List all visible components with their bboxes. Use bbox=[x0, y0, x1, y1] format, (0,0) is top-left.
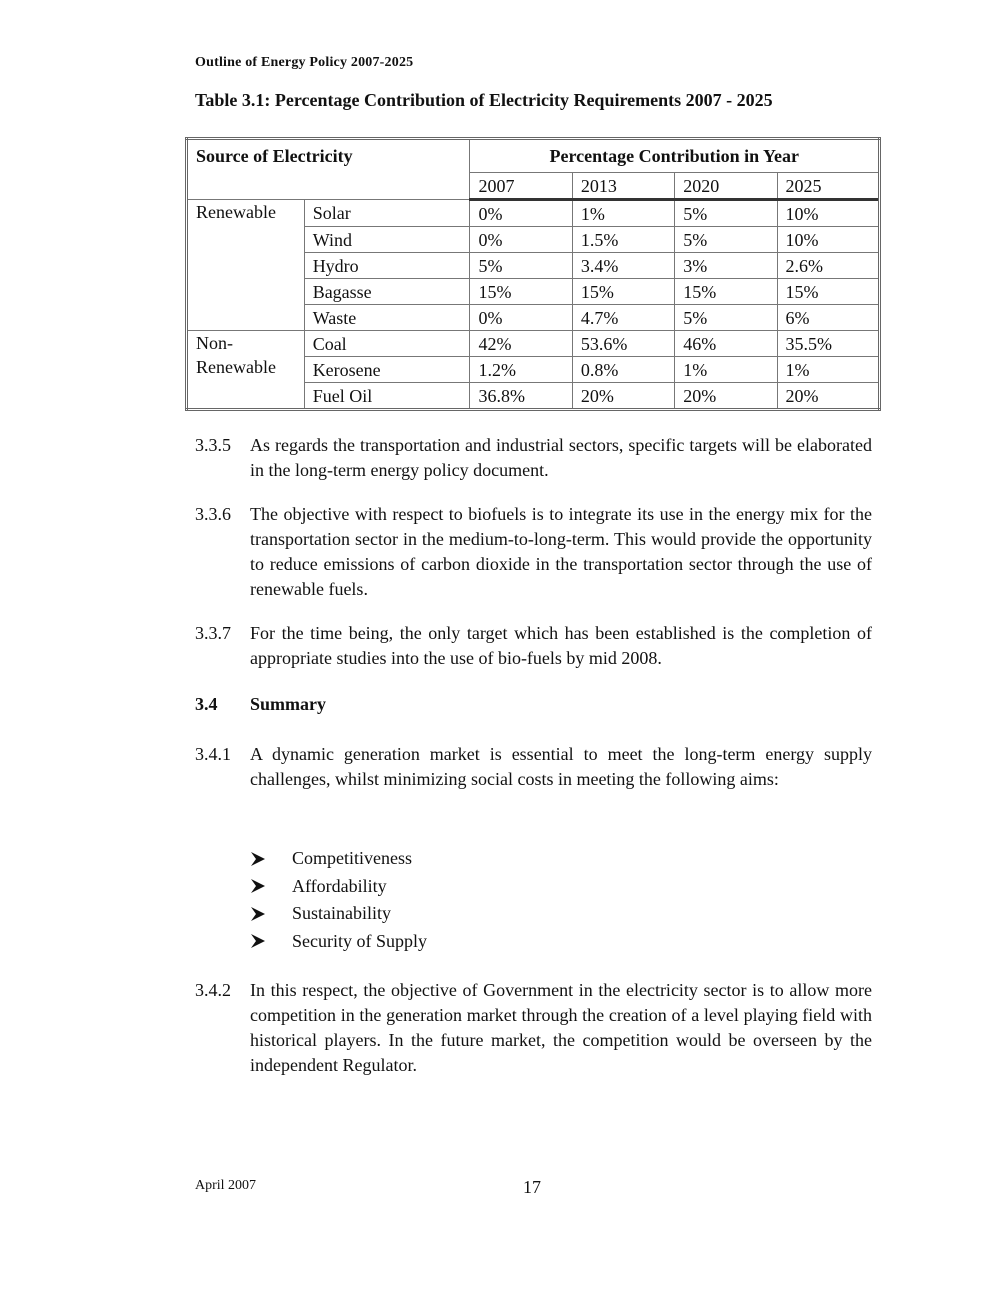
list-item bbox=[250, 900, 427, 928]
aims-list bbox=[250, 845, 427, 955]
value-cell: 53.6% bbox=[572, 331, 674, 357]
value-cell: 1.5% bbox=[572, 227, 674, 253]
paragraph-text: A dynamic generation market is essential to meet the long-term energy supply challenges, whilst minimizing social costs in meeting the following aims: bbox=[250, 744, 872, 789]
value-cell: 3.4% bbox=[572, 253, 674, 279]
paragraph-number: 3.4.2 bbox=[195, 980, 231, 1000]
value-cell: 5% bbox=[675, 200, 777, 227]
header-percentage: Percentage Contribution in Year bbox=[470, 139, 880, 173]
paragraph-3-4-1 bbox=[195, 742, 872, 792]
list-item-label: Affordability bbox=[292, 875, 387, 896]
source-cell: Fuel Oil bbox=[304, 383, 470, 410]
value-cell: 15% bbox=[675, 279, 777, 305]
paragraph-text: In this respect, the objective of Government in the electricity sector is to allow more competition in the generation market through the creation of a level playing field with historical players. In the future market, the competition would be overseen by the independent Regulator. bbox=[250, 980, 872, 1075]
list-item bbox=[250, 928, 427, 956]
page-number: 17 bbox=[523, 1177, 541, 1197]
value-cell: 36.8% bbox=[470, 383, 572, 410]
list-item bbox=[250, 845, 427, 873]
source-cell: Wind bbox=[304, 227, 470, 253]
arrowhead-bullet-icon bbox=[250, 851, 292, 867]
paragraph-3-3-7 bbox=[195, 621, 872, 671]
value-cell: 20% bbox=[675, 383, 777, 410]
value-cell: 0% bbox=[470, 305, 572, 331]
value-cell: 5% bbox=[675, 227, 777, 253]
paragraph-number: 3.3.7 bbox=[195, 623, 231, 643]
section-heading bbox=[195, 694, 326, 715]
arrowhead-bullet-icon bbox=[250, 906, 292, 922]
value-cell: 10% bbox=[777, 227, 879, 253]
list-item-label: Security of Supply bbox=[292, 930, 427, 951]
footer-date: April 2007 bbox=[195, 1178, 257, 1193]
value-cell: 6% bbox=[777, 305, 879, 331]
value-cell: 0% bbox=[470, 227, 572, 253]
value-cell: 20% bbox=[572, 383, 674, 410]
arrowhead-bullet-icon bbox=[250, 878, 292, 894]
paragraph-text: As regards the transportation and industrial sectors, specific targets will be elaborated in the long-term energy policy document. bbox=[250, 435, 872, 480]
electricity-contribution-table bbox=[185, 137, 881, 411]
section-title: Summary bbox=[250, 694, 326, 714]
source-cell: Kerosene bbox=[304, 357, 470, 383]
value-cell: 1% bbox=[675, 357, 777, 383]
source-cell: Bagasse bbox=[304, 279, 470, 305]
paragraph-number: 3.3.5 bbox=[195, 435, 231, 455]
value-cell: 20% bbox=[777, 383, 879, 410]
paragraph-3-4-2 bbox=[195, 978, 872, 1078]
table-caption: Table 3.1: Percentage Contribution of Electricity Requirements 2007 - 2025 bbox=[195, 90, 773, 110]
value-cell: 1% bbox=[777, 357, 879, 383]
value-cell: 1% bbox=[572, 200, 674, 227]
header-source: Source of Electricity bbox=[187, 139, 470, 200]
group-label-line: Non- bbox=[196, 333, 233, 353]
value-cell: 15% bbox=[470, 279, 572, 305]
value-cell: 15% bbox=[777, 279, 879, 305]
table-row bbox=[187, 200, 880, 227]
year-header: 2020 bbox=[675, 173, 777, 200]
paragraph-text: For the time being, the only target which has been established is the completion of appropriate studies into the use of bio-fuels by mid 2008. bbox=[250, 623, 872, 668]
list-item-label: Sustainability bbox=[292, 903, 391, 923]
paragraph-3-3-5 bbox=[195, 433, 872, 483]
running-head: Outline of Energy Policy 2007-2025 bbox=[195, 55, 414, 70]
group-label-non-renewable bbox=[187, 331, 305, 410]
year-header: 2025 bbox=[777, 173, 879, 200]
source-cell: Coal bbox=[304, 331, 470, 357]
group-label-line: Renewable bbox=[196, 357, 276, 377]
source-cell: Solar bbox=[304, 200, 470, 227]
value-cell: 4.7% bbox=[572, 305, 674, 331]
paragraph-number: 3.3.6 bbox=[195, 504, 231, 524]
table-row bbox=[187, 331, 880, 357]
paragraph-number: 3.4.1 bbox=[195, 744, 231, 764]
value-cell: 1.2% bbox=[470, 357, 572, 383]
value-cell: 5% bbox=[675, 305, 777, 331]
year-header: 2007 bbox=[470, 173, 572, 200]
value-cell: 46% bbox=[675, 331, 777, 357]
year-header: 2013 bbox=[572, 173, 674, 200]
value-cell: 42% bbox=[470, 331, 572, 357]
paragraph-3-3-6 bbox=[195, 502, 872, 602]
source-cell: Waste bbox=[304, 305, 470, 331]
value-cell: 35.5% bbox=[777, 331, 879, 357]
arrowhead-bullet-icon bbox=[250, 933, 292, 949]
paragraph-text: The objective with respect to biofuels is to integrate its use in the energy mix for the transportation sector in the medium-to-long-term. This would provide the opportunity to reduce emissions of carbon dioxide in the transportation sector through the use of renewable fuels. bbox=[250, 504, 872, 599]
source-cell: Hydro bbox=[304, 253, 470, 279]
group-label-renewable: Renewable bbox=[187, 200, 305, 331]
list-item-label: Competitiveness bbox=[292, 848, 412, 868]
value-cell: 15% bbox=[572, 279, 674, 305]
value-cell: 5% bbox=[470, 253, 572, 279]
value-cell: 3% bbox=[675, 253, 777, 279]
value-cell: 0.8% bbox=[572, 357, 674, 383]
value-cell: 10% bbox=[777, 200, 879, 227]
list-item bbox=[250, 873, 427, 901]
section-number: 3.4 bbox=[195, 694, 218, 714]
value-cell: 2.6% bbox=[777, 253, 879, 279]
value-cell: 0% bbox=[470, 200, 572, 227]
